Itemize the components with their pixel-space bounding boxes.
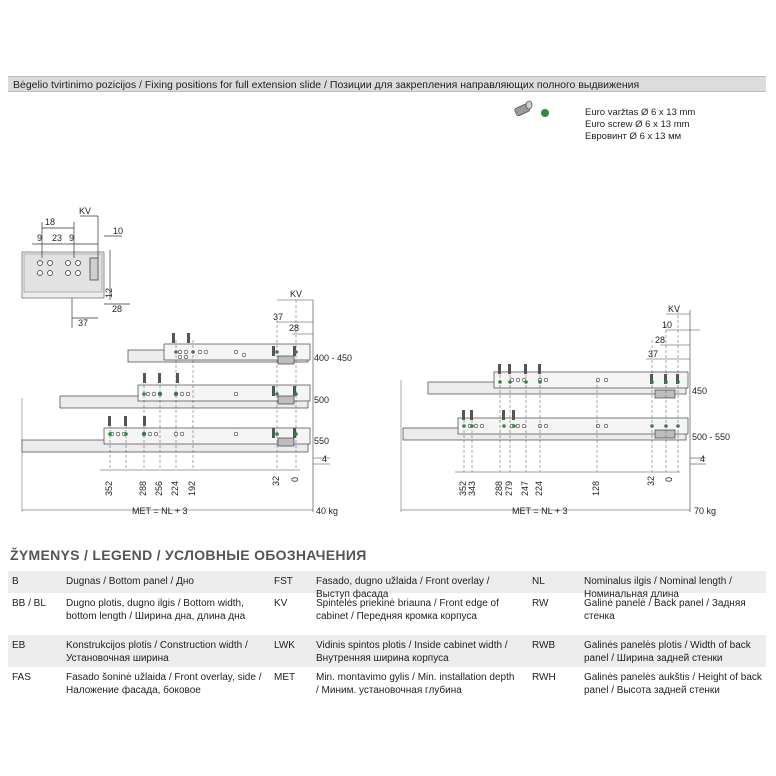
right-10: 10 bbox=[662, 320, 673, 330]
legend-abbr: FST bbox=[274, 576, 293, 587]
right-dim-32: 32 bbox=[646, 475, 656, 486]
svg-text:37: 37 bbox=[78, 318, 89, 328]
legend-row bbox=[8, 635, 766, 667]
left-dim-256: 256 bbox=[154, 480, 164, 496]
right-37: 37 bbox=[648, 349, 659, 359]
svg-text:18: 18 bbox=[45, 217, 56, 227]
svg-text:28: 28 bbox=[112, 304, 123, 314]
svg-text:9: 9 bbox=[69, 233, 75, 243]
legend-abbr: BB / BL bbox=[12, 598, 46, 609]
legend-desc: Dugno plotis, dugno ilgis / Bottom width, bottom length / Ширина дна, длина дна bbox=[66, 598, 246, 622]
left-dim-224: 224 bbox=[170, 480, 180, 496]
right-dim-352: 352 bbox=[458, 480, 468, 496]
right-dim-128: 128 bbox=[591, 480, 601, 496]
legend-row bbox=[8, 593, 766, 629]
left-len-2: 500 bbox=[314, 395, 330, 405]
legend-abbr: MET bbox=[274, 672, 296, 683]
left-dim-192: 192 bbox=[187, 480, 197, 496]
screw-spec-lt: Euro varžtas Ø 6 x 13 mm bbox=[585, 107, 696, 118]
right-len-1: 450 bbox=[692, 386, 708, 396]
legend-desc: Galinės panelės aukštis / Height of back panel / Высота задней стенки bbox=[584, 672, 762, 696]
legend-abbr: RW bbox=[532, 598, 549, 609]
left-dim-288: 288 bbox=[138, 480, 148, 496]
screw-spec-en: Euro screw Ø 6 x 13 mm bbox=[585, 119, 690, 130]
left-dim-352: 352 bbox=[104, 480, 114, 496]
legend-row bbox=[8, 667, 766, 703]
svg-text:9: 9 bbox=[37, 233, 43, 243]
right-dim-4: 4 bbox=[700, 454, 706, 464]
right-len-2: 500 - 550 bbox=[692, 432, 731, 442]
legend-abbr: EB bbox=[12, 640, 26, 651]
right-kv: KV bbox=[668, 304, 681, 314]
right-dim-288: 288 bbox=[494, 480, 504, 496]
right-load: 70 kg bbox=[694, 506, 717, 516]
left-dim-32: 32 bbox=[271, 475, 281, 486]
legend-desc: Fasado šoninė užlaida / Front overlay, side / Наложение фасада, боковое bbox=[66, 672, 262, 696]
left-37: 37 bbox=[273, 312, 284, 322]
svg-text:12: 12 bbox=[104, 287, 114, 298]
legend-desc: Spintelės priekinė briauna / Front edge of cabinet / Передняя кромка корпуса bbox=[316, 598, 499, 622]
legend-row bbox=[8, 571, 766, 600]
right-dim-224: 224 bbox=[534, 480, 544, 496]
section-title: Bėgelio tvirtinimo pozicijos / Fixing positions for full extension slide / Позиции для закрепления направляющих полного выдвижения bbox=[8, 76, 766, 92]
legend-abbr: RWH bbox=[532, 672, 556, 683]
svg-text:10: 10 bbox=[113, 226, 124, 236]
right-dim-0: 0 bbox=[664, 476, 674, 482]
legend-abbr: B bbox=[12, 576, 19, 587]
right-dim-343: 343 bbox=[467, 480, 477, 496]
legend-abbr: KV bbox=[274, 598, 288, 609]
legend-desc: Nominalus ilgis / Nominal length / Номинальная длина bbox=[584, 576, 732, 600]
legend-desc: Dugnas / Bottom panel / Дно bbox=[66, 576, 194, 587]
left-28: 28 bbox=[289, 323, 300, 333]
right-28: 28 bbox=[655, 335, 666, 345]
legend-desc: Konstrukcijos plotis / Construction width / Установочная ширина bbox=[66, 640, 248, 664]
left-dim-0: 0 bbox=[290, 476, 300, 482]
legend-abbr: RWB bbox=[532, 640, 556, 651]
svg-text:KV: KV bbox=[79, 206, 92, 216]
legend-abbr: NL bbox=[532, 576, 545, 587]
legend-desc: Fasado, dugno užlaida / Front overlay / Выступ фасада bbox=[316, 576, 490, 600]
legend-abbr: FAS bbox=[12, 672, 31, 683]
left-len-1: 400 - 450 bbox=[314, 353, 353, 363]
left-kv: KV bbox=[290, 289, 303, 299]
left-load: 40 kg bbox=[316, 506, 339, 516]
legend-abbr: LWK bbox=[274, 640, 295, 651]
right-dim-247: 247 bbox=[520, 480, 530, 496]
left-met: MET = NL + 3 bbox=[132, 506, 188, 516]
legend-title: ŽYMENYS / LEGEND / УСЛОВНЫЕ ОБОЗНАЧЕНИЯ bbox=[10, 547, 367, 563]
legend-desc: Vidinis spintos plotis / Inside cabinet width / Внутренняя ширина корпуса bbox=[316, 640, 508, 664]
left-len-3: 550 bbox=[314, 436, 330, 446]
left-dim-4: 4 bbox=[322, 454, 328, 464]
screw-spec-ru: Евровинт Ø 6 x 13 мм bbox=[585, 131, 682, 142]
legend-desc: Min. montavimo gylis / Min. installation depth / Миним. установочная глубина bbox=[316, 672, 515, 696]
right-dim-279: 279 bbox=[504, 480, 514, 496]
legend-desc: Galinės panelės plotis / Width of back panel / Ширина задней стенки bbox=[584, 640, 751, 664]
right-met: MET = NL + 3 bbox=[512, 506, 568, 516]
legend-desc: Galinė panelė / Back panel / Задняя стенка bbox=[584, 598, 746, 622]
svg-text:23: 23 bbox=[52, 233, 63, 243]
